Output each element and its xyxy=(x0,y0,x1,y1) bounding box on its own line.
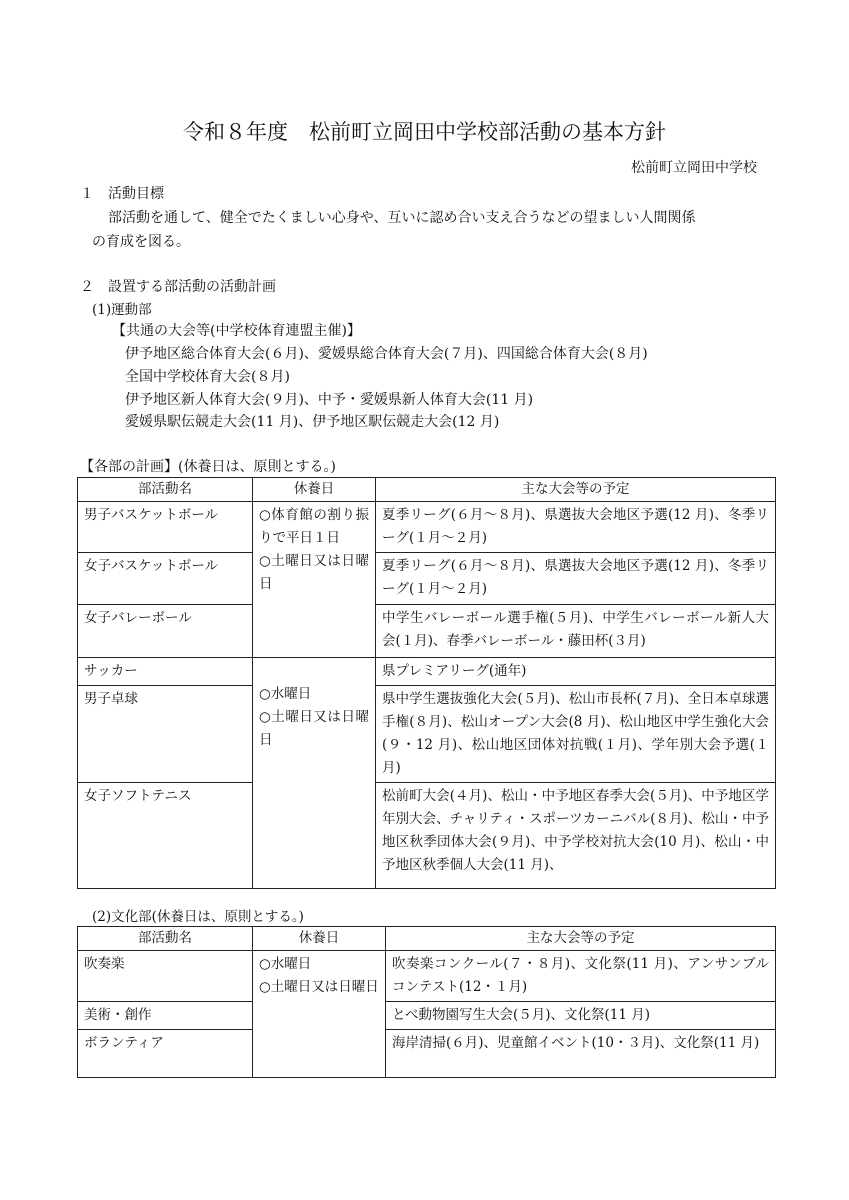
sports-heading: (1)運動部 xyxy=(92,302,152,318)
header-rest: 休養日 xyxy=(253,927,386,951)
table-row xyxy=(78,605,776,658)
table-row xyxy=(78,951,776,1002)
school-name: 松前町立岡田中学校 xyxy=(631,160,757,176)
club-events: 県プレミアリーグ(通年) xyxy=(376,658,776,686)
plan-heading: 【各部の計画】(休養日は、原則とする。) xyxy=(80,459,336,475)
common-event-line: 伊予地区新人体育大会(９月)、中予・愛媛県新人体育大会(11 月) xyxy=(125,392,534,408)
table-row xyxy=(78,686,776,783)
section1-text-line2: の育成を図る。 xyxy=(92,234,190,250)
club-name: 吹奏楽 xyxy=(78,951,253,1002)
rest-days xyxy=(253,951,386,1078)
table-row xyxy=(78,553,776,605)
club-events: 松前町大会(４月)、松山・中予地区春季大会(５月)、中予地区学年別大会、チャリティ・スポーツカーニバル(８月)、松山・中予地区秋季団体大会(９月)、中予学校対抗大会(10 月)、松山・中予地区秋季個人大会(11 月)、 xyxy=(376,783,776,889)
club-events: 夏季リーグ(６月～８月)、県選抜大会地区予選(12 月)、冬季リーグ(１月～２月) xyxy=(376,502,776,553)
club-name: ボランティア xyxy=(78,1030,253,1078)
common-events-heading: 【共通の大会等(中学校体育連盟主催)】 xyxy=(112,323,361,339)
club-events: とべ動物園写生大会(５月)、文化祭(11 月) xyxy=(386,1002,776,1030)
rest-day-item: ○土曜日又は日曜日 xyxy=(259,709,369,748)
club-events: 海岸清掃(６月)、児童館イベント(10・３月)、文化祭(11 月) xyxy=(386,1030,776,1078)
section1-text-line1: 部活動を通して、健全でたくましい心身や、互いに認め合い支え合うなどの望ましい人間関係 xyxy=(108,210,696,226)
club-name: 男子バスケットボール xyxy=(78,502,253,553)
club-name: 女子ソフトテニス xyxy=(78,783,253,889)
club-name: 男子卓球 xyxy=(78,686,253,783)
table-row xyxy=(78,1030,776,1078)
culture-table xyxy=(77,926,776,1078)
rest-day-item: ○土曜日又は日曜日 xyxy=(259,979,379,995)
club-events: 吹奏楽コンクール(７・８月)、文化祭(11 月)、アンサンブルコンテスト(12・１月) xyxy=(386,951,776,1002)
rest-day-item: ○土曜日又は日曜日 xyxy=(259,553,369,592)
culture-heading: (2)文化部(休養日は、原則とする。) xyxy=(92,909,304,925)
common-event-line: 愛媛県駅伝競走大会(11 月)、伊予地区駅伝競走大会(12 月) xyxy=(125,414,500,430)
club-name: 美術・創作 xyxy=(78,1002,253,1030)
header-club: 部活動名 xyxy=(78,927,253,951)
page-title: 令和８年度 松前町立岡田中学校部活動の基本方針 xyxy=(183,120,666,144)
table-row xyxy=(78,658,776,686)
club-name: 女子バスケットボール xyxy=(78,553,253,605)
section1-heading: １ 活動目標 xyxy=(80,186,164,202)
rest-day-item: ○水曜日 xyxy=(259,956,312,972)
table-header-row xyxy=(78,478,776,502)
club-events: 夏季リーグ(６月～８月)、県選抜大会地区予選(12 月)、冬季リーグ(１月～２月) xyxy=(376,553,776,605)
rest-days xyxy=(253,502,376,658)
rest-day-item: ○体育館の割り振りで平日１日 xyxy=(259,507,369,546)
club-name: 女子バレーボール xyxy=(78,605,253,658)
sports-table xyxy=(77,477,776,889)
table-row xyxy=(78,783,776,889)
section2-heading: ２ 設置する部活動の活動計画 xyxy=(80,279,276,295)
common-event-line: 全国中学校体育大会(８月) xyxy=(125,369,290,385)
header-events: 主な大会等の予定 xyxy=(376,478,776,502)
rest-days xyxy=(253,658,376,889)
header-club: 部活動名 xyxy=(78,478,253,502)
common-event-line: 伊予地区総合体育大会(６月)、愛媛県総合体育大会(７月)、四国総合体育大会(８月) xyxy=(125,346,648,362)
table-header-row xyxy=(78,927,776,951)
club-events: 県中学生選抜強化大会(５月)、松山市長杯(７月)、全日本卓球選手権(８月)、松山オープン大会(8 月)、松山地区中学生強化大会(９・12 月)、松山地区団体対抗戦(１月)、学年別大会予選(１月) xyxy=(376,686,776,783)
club-events: 中学生バレーボール選手権(５月)、中学生バレーボール新人大会(１月)、春季バレーボール・藤田杯(３月) xyxy=(376,605,776,658)
club-name: サッカー xyxy=(78,658,253,686)
header-events: 主な大会等の予定 xyxy=(386,927,776,951)
rest-day-item: ○水曜日 xyxy=(259,686,312,702)
header-rest: 休養日 xyxy=(253,478,376,502)
table-row xyxy=(78,1002,776,1030)
table-row xyxy=(78,502,776,553)
